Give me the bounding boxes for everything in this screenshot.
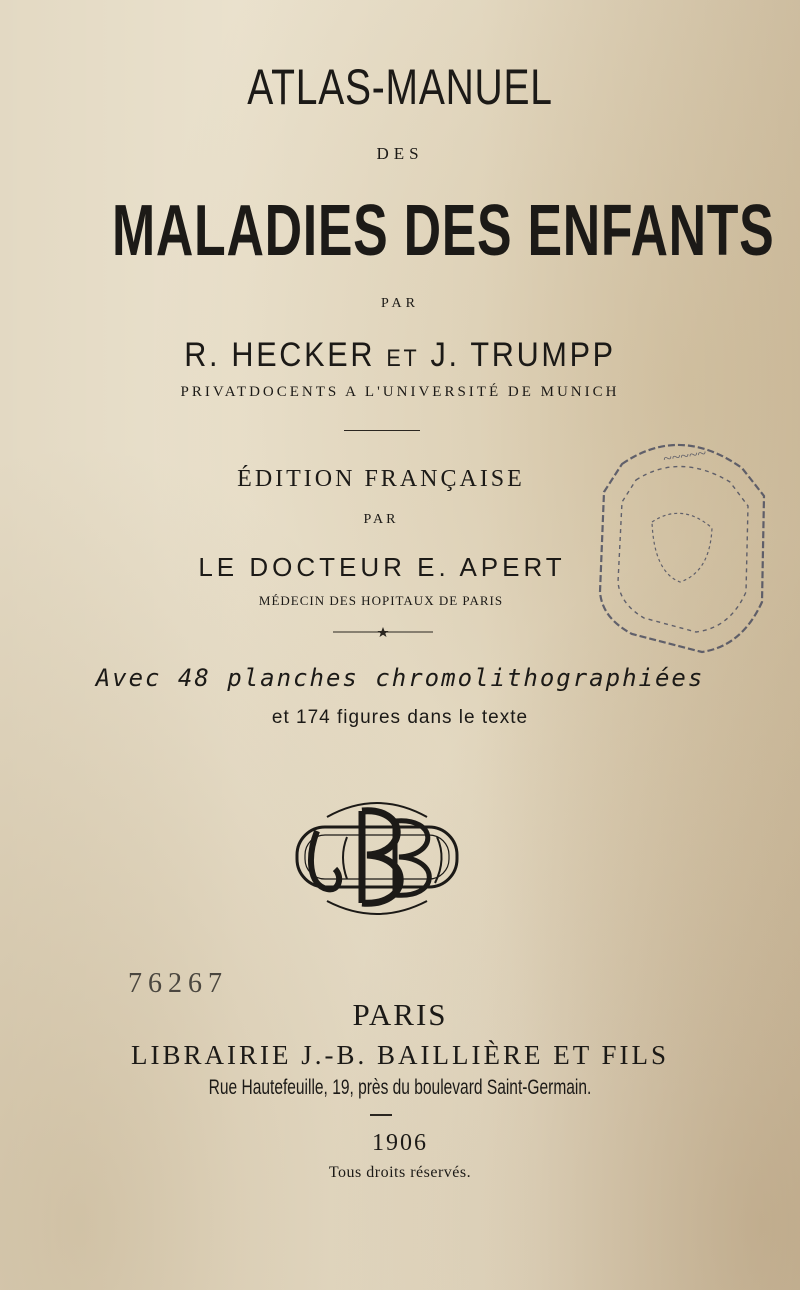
by-label: PAR — [381, 296, 419, 311]
rights-notice: Tous droits réservés. — [328, 1164, 472, 1181]
edition-label: ÉDITION FRANÇAISE — [237, 466, 525, 492]
authors-affiliation: PRIVATDOCENTS A L'UNIVERSITÉ DE MUNICH — [180, 384, 620, 400]
title-line-1: ATLAS-MANUEL — [247, 59, 553, 115]
svg-text:~~~~~: ~~~~~ — [662, 445, 708, 468]
publisher-address: Rue Hautefeuille, 19, près du boulevard Saint-Germain. — [208, 1076, 592, 1099]
title-connector: DES — [376, 144, 424, 163]
figures-note: et 174 figures dans le texte — [271, 707, 529, 728]
publisher-name: LIBRAIRIE J.-B. BAILLIÈRE ET FILS — [131, 1040, 669, 1070]
title-line-2: MALADIES DES ENFANTS — [112, 191, 775, 271]
JBB-monogram-icon — [287, 797, 467, 919]
shelfmark-number: 76267 — [128, 968, 228, 999]
translator-title: MÉDECIN DES HOPITAUX DE PARIS — [258, 593, 504, 608]
divider-rule — [344, 430, 420, 431]
plates-note: Avec 48 planches chromolithographiées — [95, 664, 705, 692]
star-ornament-icon — [333, 626, 433, 638]
authors-line — [40, 336, 760, 375]
library-stamp-icon — [592, 432, 770, 658]
divider-rule-2 — [370, 1114, 392, 1116]
author-1: R. HECKER — [184, 336, 376, 374]
publication-city: PARIS — [352, 997, 448, 1032]
publication-year: 1906 — [372, 1130, 428, 1156]
by-label-2: PAR — [363, 512, 399, 527]
translator-name: LE DOCTEUR E. APERT — [198, 552, 566, 582]
and-label: ET — [386, 345, 420, 372]
author-2: J. TRUMPP — [430, 336, 616, 374]
